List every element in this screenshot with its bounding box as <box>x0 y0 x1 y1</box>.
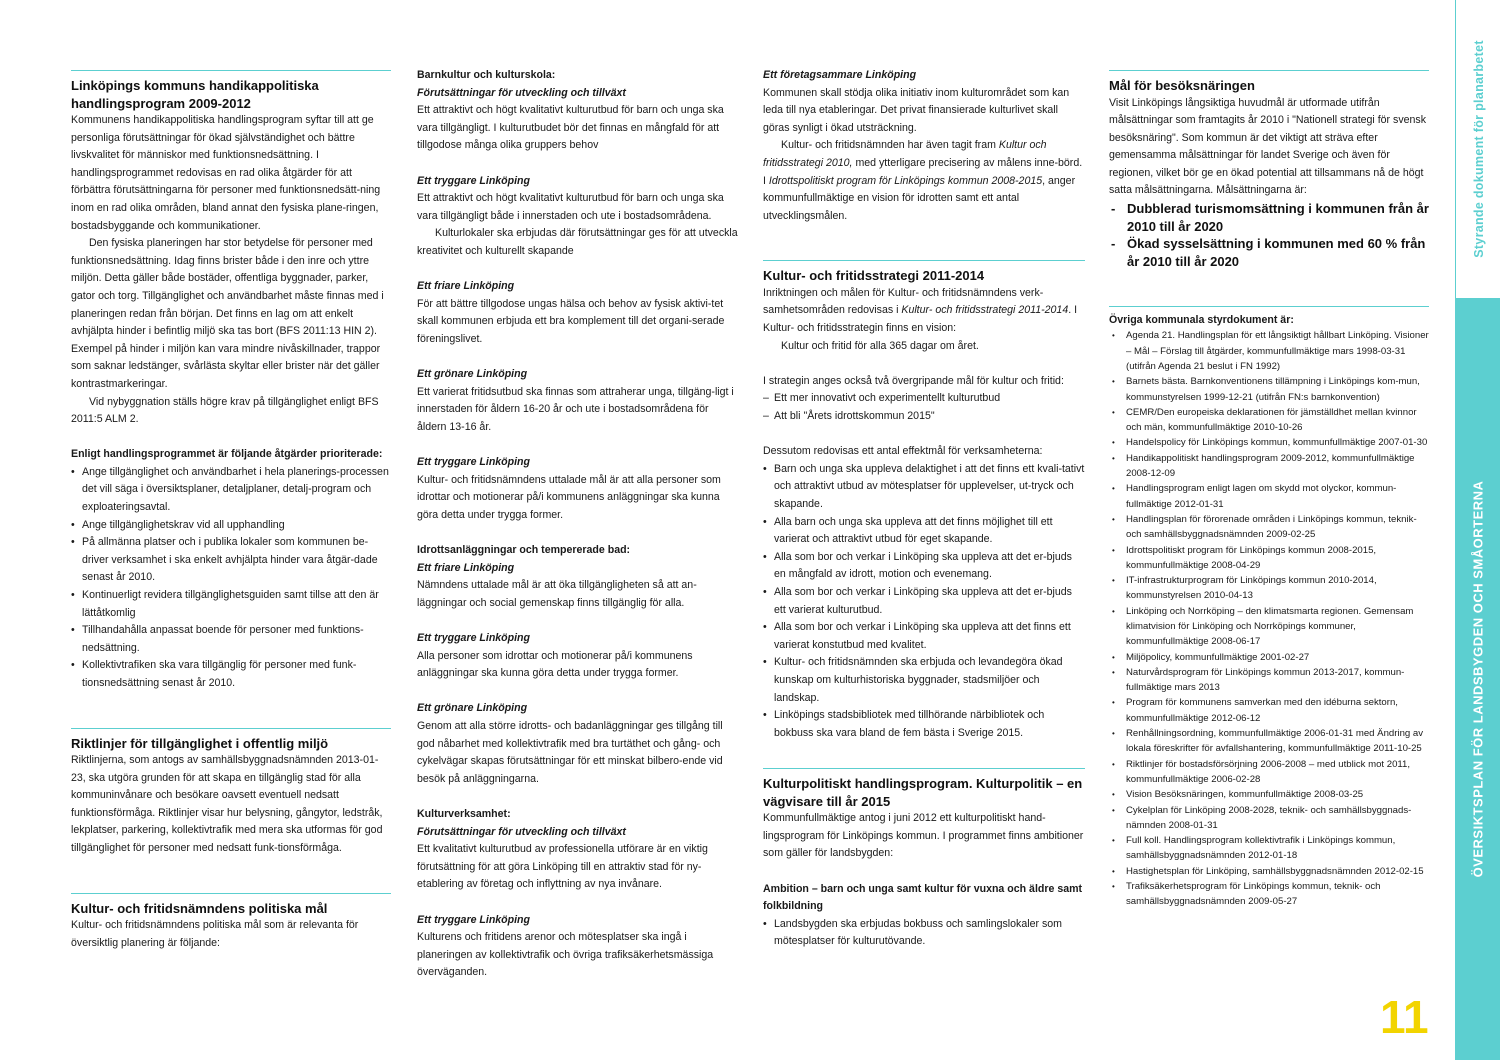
paragraph: Kommunens handikappolitiska handlingsprogram syftar till att ge personliga förutsättningar för ökad självständighet och bättre livskvalitet för människor med funktionsnedsättning. I handlingsprogrammet redovisas en rad olika åtgärder för att förbättra förutsättningarna för personer med funktionsnedsätt-ning inom en rad olika områden, bland annat den fysiska plane-ringen, bostadsbyggande och kommunikationer. <box>71 114 381 232</box>
subsection-subheading: Ett tryggare Linköping <box>417 456 531 469</box>
paragraph: Kommunfullmäktige antog i juni 2012 ett kulturpolitiskt hand-lingsprogram för Linköpings kommun. I programmet finns ambitioner som gäller för landsbygden: <box>763 812 1084 860</box>
list-item: • CEMR/Den europeiska deklarationen för jämställdhet mellan kvinnor och män, kommunfullmäktige 2010-10-26 <box>1109 405 1429 436</box>
list-item: • Kontinuerligt revidera tillgänglighetsguiden samt tillse att den är lättåtkomlig <box>71 587 391 622</box>
ambition-list <box>763 916 1085 951</box>
text-run: med ytterligare precisering av målens inne-börd. I <box>763 156 1083 187</box>
text-run: . I Kultur- och fritidsstrategin finns en vision: <box>763 304 1078 335</box>
list-item: • Alla barn och unga ska uppleva att det finns möjlighet till ett varierat och attraktivt utbud för eget skapande. <box>763 514 1085 549</box>
subsection-subheading: Ett grönare Linköping <box>417 702 528 715</box>
goals-list <box>763 390 1085 425</box>
list-item: • Kultur- och fritidsnämnden ska erbjuda och levandegöra ökad kunskap om kulturhistoriska byggnader, stadsmiljöer och landskap. <box>763 654 1085 707</box>
section-rule <box>71 70 391 71</box>
column-4 <box>1109 70 1429 910</box>
column-3 <box>763 67 1085 951</box>
subsection-subheading: Ett grönare Linköping <box>417 368 528 381</box>
paragraph: Dessutom redovisas ett antal effektmål för verksamheterna: <box>763 445 1043 458</box>
subsection-subheading: Förutsättningar för utveckling och tillväxt <box>417 825 626 838</box>
subsection-subheading: Ett tryggare Linköping <box>417 913 531 926</box>
section-title: Mål för besöksnäringen <box>1109 78 1255 93</box>
doc-title-ref: Kultur- och fritidsstrategi 2011-2014 <box>901 304 1069 317</box>
section-title: Kulturpolitiskt handlingsprogram. Kulturpolitik – en vägvisare till år 2015 <box>763 776 1083 809</box>
column-1 <box>71 70 391 952</box>
targets-list <box>1109 200 1429 270</box>
subsection-heading: Barnkultur och kulturskola: <box>417 69 556 81</box>
subsection-heading: Idrottsanläggningar och tempererade bad: <box>417 544 631 557</box>
page-number: 11 <box>1380 991 1429 1043</box>
subsection-heading: Ambition – barn och unga samt kultur för vuxna och äldre samt folkbildning <box>763 882 1083 913</box>
section-rule <box>1109 306 1429 307</box>
list-item: – Att bli "Årets idrottskommun 2015" <box>763 408 1085 426</box>
priority-list <box>71 464 391 693</box>
column-2 <box>417 67 740 982</box>
paragraph: Ett attraktivt och högt kvalitativt kulturutbud för barn och unga ska vara tillgängligt. I kulturutbudet bör det finnas en mångfald för att tillgodose många olika gruppers behov <box>417 104 724 152</box>
list-item: • Miljöpolicy, kommunfullmäktige 2001-02-27 <box>1109 650 1429 665</box>
subsection-subheading: Ett tryggare Linköping <box>417 174 531 187</box>
subsection-subheading: Ett företagsammare Linköping <box>763 69 917 81</box>
steering-docs-list <box>1109 328 1429 909</box>
paragraph: Ett attraktivt och högt kvalitativt kulturutbud för barn och unga ska vara tillgängligt både i innerstaden och ute i bostadsområdena. <box>417 192 724 222</box>
paragraph: Kommunen skall stödja olika initiativ inom kulturområdet som kan leda till nya etableringar. Det privat finansierade kulturlivet skall göras synligt i ökad utsträckning. <box>763 86 1070 134</box>
section-rule <box>763 768 1085 769</box>
list-item: • Tillhandahålla anpassat boende för personer med funktions-nedsättning. <box>71 622 391 657</box>
list-item: • Alla som bor och verkar i Linköping ska uppleva att det finns ett varierat konstutbud med kvalitet. <box>763 619 1085 654</box>
list-heading: Övriga kommunala styrdokument är: <box>1109 314 1294 327</box>
sidebar-document-title <box>1455 298 1500 1060</box>
list-item: - Ökad sysselsättning i kommunen med 60 % från år 2010 till år 2020 <box>1109 235 1429 270</box>
subsection-heading: Kulturverksamhet: <box>417 807 511 820</box>
sidebar-section-label <box>1455 0 1500 298</box>
section-rule <box>1109 70 1429 71</box>
text-run: Kultur- och fritidsnämnden har även tagit fram <box>781 139 999 152</box>
paragraph: Riktlinjerna, som antogs av samhällsbyggnadsnämnden 2013-01-23, ska utgöra grunden för att skapa en tillgänglig stad för alla kommuninvånare och besökare oavsett eventuell nedsatt funktionsförmåga. Riktlinjer visar hur belysning, gångytor, ledstråk, lekplatser, parkering, kollektivtrafik med mera ska utformas för god tillgänglighet för personer med nedsatt funk-tionsförmåga. <box>71 754 383 855</box>
list-item: • Handelspolicy för Linköpings kommun, kommunfullmäktige 2007-01-30 <box>1109 435 1429 450</box>
list-item: • Landsbygden ska erbjudas bokbuss och samlingslokaler som mötesplatser för kulturutövande. <box>763 916 1085 951</box>
list-item: • Handlingsprogram enligt lagen om skydd mot olyckor, kommun-fullmäktige 2012-01-31 <box>1109 481 1429 512</box>
document-title: ÖVERSIKTSPLAN FÖR LANDSBYGDEN OCH SMÅORTERNA <box>1470 480 1485 878</box>
list-item: • På allmänna platser och i publika lokaler som kommunen be-driver verksamhet i ska enkelt avhjälpta hinder vara åtgär-dade senast år 2010. <box>71 534 391 587</box>
list-item: • Riktlinjer för bostadsförsörjning 2006-2008 – med utblick mot 2011, kommunfullmäktige 2006-02-28 <box>1109 757 1429 788</box>
paragraph: Kultur- och fritidsnämndens politiska mål som är relevanta för översiktlig planering är följande: <box>71 919 359 949</box>
list-item: • Alla som bor och verkar i Linköping ska uppleva att det er-bjuds ett varierat kulturutbud. <box>763 584 1085 619</box>
list-item: • Hastighetsplan för Linköping, samhällsbyggnadsnämnden 2012-02-15 <box>1109 864 1429 879</box>
paragraph: Visit Linköpings långsiktiga huvudmål är utformade utifrån målsättningar som framtagits år 2010 i "Nationell strategi för svensk besöksnäring". Som kommun är det viktigt att sträva efter gemensamma målsättningar för landet Sverige och även för regionen, vilket bör ge en ökad potential att tillsammans nå de högt satta målsättningarna. Målsättningarna är: <box>1109 96 1427 197</box>
paragraph: För att bättre tillgodose ungas hälsa och behov av fysisk aktivi-tet skall kommunen erbjuda ett bra komplement till det organi-serade föreningslivet. <box>417 297 725 345</box>
section-label: Styrande dokument för planarbetet <box>1471 40 1486 258</box>
section-title: Riktlinjer för tillgänglighet i offentlig miljö <box>71 735 329 751</box>
subsection-subheading: Ett friare Linköping <box>417 280 515 293</box>
list-item: • Vision Besöksnäringen, kommunfullmäktige 2008-03-25 <box>1109 787 1429 802</box>
list-item: • Barn och unga ska uppleva delaktighet i att det finns ett kvali-tativt och attraktivt utbud av mötesplatser för upplevelser, ut-tryck och skapande. <box>763 461 1085 514</box>
paragraph: Kulturlokaler ska erbjudas där förutsättningar ges för att utveckla kreativitet och kulturellt skapande <box>417 227 738 257</box>
list-item: • Kollektivtrafiken ska vara tillgänglig för personer med funk-tionsnedsättning senast år 2010. <box>71 657 391 692</box>
list-item: • Cykelplan för Linköping 2008-2028, teknik- och samhällsbyggnads-nämnden 2008-01-31 <box>1109 803 1429 834</box>
doc-title-ref: Idrottspolitiskt program för Linköpings kommun 2008-2015 <box>768 174 1043 187</box>
list-item: • Ange tillgänglighetskrav vid all upphandling <box>71 517 391 535</box>
list-item: • Idrottspolitiskt program för Linköpings kommun 2008-2015, kommunfullmäktige 2008-04-29 <box>1109 543 1429 574</box>
subsection-subheading: Ett friare Linköping <box>417 561 515 574</box>
paragraph: Vid nybyggnation ställs högre krav på tillgänglighet enligt BFS 2011:5 ALM 2. <box>71 395 379 426</box>
list-item: • Barnets bästa. Barnkonventionens tillämpning i Linköpings kom-mun, kommunstyrelsen 1999-12-21 (utifrån FN:s barnkonvention) <box>1109 374 1429 405</box>
doc-title-ref: Kultur och fritidsstrategi 2010, <box>763 139 1047 169</box>
subsection-subheading: Ett tryggare Linköping <box>417 632 531 644</box>
text-run: Inriktningen och målen för Kultur- och fritidsnämndens verk-samhetsområden redovisas i <box>763 286 1044 317</box>
section-rule <box>71 893 391 894</box>
paragraph <box>763 285 1085 338</box>
section-rule <box>763 260 1085 261</box>
paragraph: Alla personer som idrottar och motionerar på/i kommunens anläggningar ska kunna göra detta under trygga former. <box>417 649 693 680</box>
section-title: Kultur- och fritidsstrategi 2011-2014 <box>763 268 985 284</box>
paragraph: Ett varierat fritidsutbud ska finnas som attraherar unga, tillgäng-ligt i innerstaden för åldern 16-20 år och ute i bostadsområdena för åldern 13-16 år. <box>417 385 734 433</box>
vision-text: Kultur och fritid för alla 365 dagar om året. <box>781 339 979 352</box>
text-run: , anger kommunfullmäktige en vision för idrotten samt ett antal utvecklingsmålen. <box>763 174 1076 222</box>
list-item: – Ett mer innovativt och experimentellt kulturutbud <box>763 390 1085 408</box>
list-item: • Alla som bor och verkar i Linköping ska uppleva att det er-bjuds en mångfald av idrott, motion och evenemang. <box>763 549 1085 584</box>
list-heading: Enligt handlingsprogrammet är följande åtgärder prioriterade: <box>71 448 383 461</box>
list-item: • Trafiksäkerhetsprogram för Linköpings kommun, teknik- och samhällsbyggnadsnämnden 2009-05-27 <box>1109 879 1429 910</box>
section-rule <box>71 728 391 729</box>
list-item: • Handikappolitiskt handlingsprogram 2009-2012, kommunfullmäktige 2008-12-09 <box>1109 451 1429 482</box>
paragraph: I strategin anges också två övergripande mål för kultur och fritid: <box>763 374 1064 387</box>
list-item: • Handlingsplan för förorenade områden i Linköpings kommun, teknik- och samhällsbyggnadsnämnden 2009-02-25 <box>1109 512 1429 543</box>
section-title: Kultur- och fritidsnämndens politiska mål <box>71 900 328 916</box>
paragraph: Ett kvalitativt kulturutbud av professionella utförare är en viktig förutsättning för att göra Linköping till en attraktiv stad för ny-etablering av företag och inflyttning av nya invånare. <box>417 843 708 891</box>
paragraph: Genom att alla större idrotts- och badanläggningar ges tillgång till god nåbarhet med kollektivtrafik med bra turtäthet och gång- och cykelvägar skapas förutsättningar för ett minskat bilbero-ende vid besök på anläggningarna. <box>417 719 723 785</box>
list-item: - Dubblerad turismomsättning i kommunen från år 2010 till år 2020 <box>1109 200 1429 235</box>
list-item: • Program för kommunens samverkan med den idéburna sektorn, kommunfullmäktige 2012-06-12 <box>1109 695 1429 726</box>
paragraph <box>763 137 1085 225</box>
list-item: • Full koll. Handlingsprogram kollektivtrafik i Linköpings kommun, samhällsbyggnadsnämnden 2012-01-18 <box>1109 833 1429 864</box>
list-item: • Linköping och Norrköping – den klimatsmarta regionen. Gemensam klimatvision för Linköping och Norrköpings kommuner, kommunfullmäktige 2008-06-17 <box>1109 604 1429 650</box>
paragraph: Nämndens uttalade mål är att öka tillgängligheten så att an-läggningar och social gemenskap finns tillgänglig för alla. <box>417 579 697 609</box>
list-item: • Agenda 21. Handlingsplan för ett långsiktigt hållbart Linköping. Visioner – Mål – Förslag till åtgärder, kommunfullmäktige mars 1998-03-31 (utifrån Agenda 21 beslut i FN 1992) <box>1109 328 1429 374</box>
section-title: Linköpings kommuns handikappolitiska handlingsprogram 2009-2012 <box>71 78 319 111</box>
paragraph: Kulturens och fritidens arenor och mötesplatser ska ingå i planeringen av kollektivtrafik och övriga trafiksäkerhetsmässiga överväganden. <box>417 931 714 979</box>
paragraph: Kultur- och fritidsnämndens uttalade mål är att alla personer som idrottar och motionerar på/i kommunens anläggningar ska kunna göra detta under trygga former. <box>417 473 721 521</box>
effects-list <box>763 461 1085 743</box>
list-item: • Renhållningsordning, kommunfullmäktige 2006-01-31 med Ändring av lokala föreskrifter för avfallshantering, kommunfullmäktige 2011-10-25 <box>1109 726 1429 757</box>
steering-docs <box>1109 313 1429 910</box>
paragraph: Den fysiska planeringen har stor betydelse för personer med funktionsnedsättning. Idag finns brister både i den inre och yttre miljön. Detta gäller både bostäder, offentliga byggnader, parker, gator och torg. Tillgänglighet och användbarhet måste finnas med i planeringen redan från början. Det finns en lag om att enkelt avhjälpta hinder i befintlig miljö ska tas bort (BFS 2011:13 HIN 2). Exempel på hinder i miljön kan vara mindre nivåskillnader, trappor som saknar ledstänger, svårlästa skyltar eller brister när det gäller kontrastmarkeringar. <box>71 237 384 390</box>
list-item: • IT-infrastrukturprogram för Linköpings kommun 2010-2014, kommunstyrelsen 2010-04-13 <box>1109 573 1429 604</box>
list-item: • Ange tillgänglighet och användbarhet i hela planerings-processen det vill säga i översiktsplaner, detaljplaner, detalj-program och exploateringsavtal. <box>71 464 391 517</box>
subsection-subheading: Förutsättningar för utveckling och tillväxt <box>417 86 626 99</box>
list-item: • Naturvårdsprogram för Linköpings kommun 2013-2017, kommun-fullmäktige mars 2013 <box>1109 665 1429 696</box>
list-item: • Linköpings stadsbibliotek med tillhörande närbibliotek och bokbuss ska vara bland de fem bästa i Sverige 2015. <box>763 707 1085 742</box>
